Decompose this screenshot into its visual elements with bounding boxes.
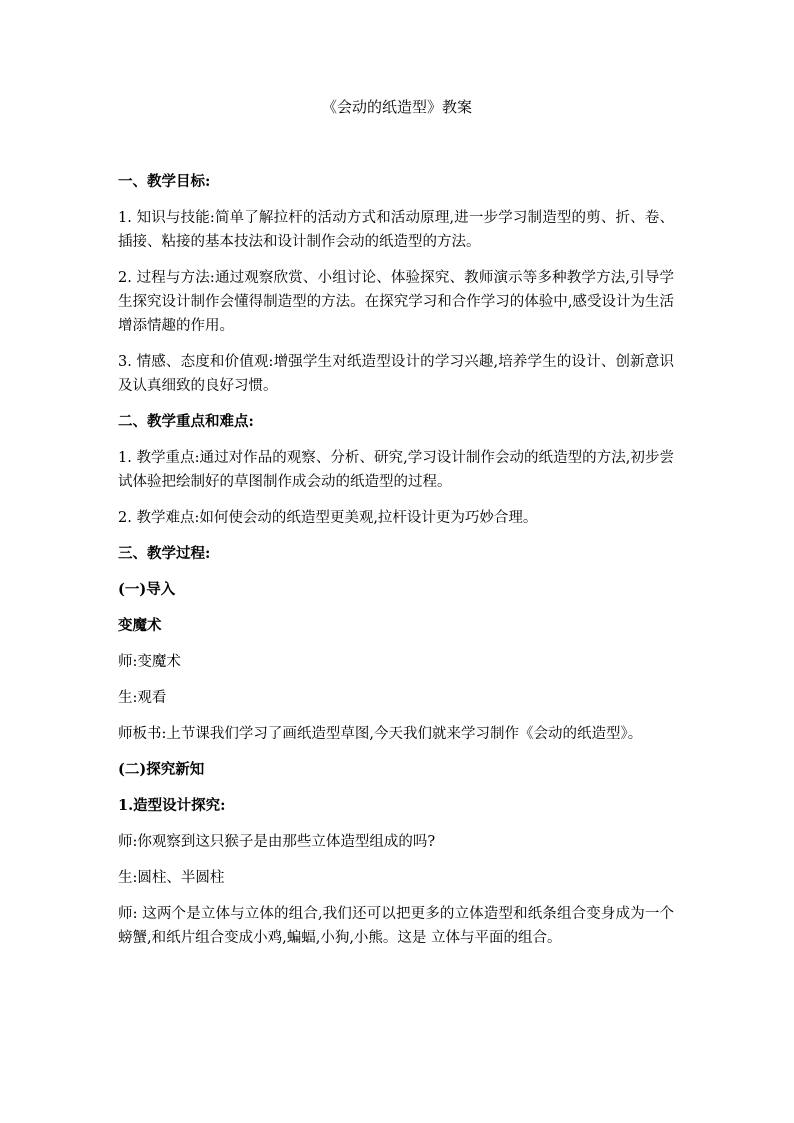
activity-heading-design: 1.造型设计探究: xyxy=(118,797,226,814)
goal-process-methods: 2. 过程与方法:通过观察欣赏、小组讨论、体验探究、教师演示等多种教学方法,引导学生探究设计制作会懂得制造型的方法。在探究学习和合作学习的体验中,感受设计为生活增添情趣的作用。 xyxy=(118,270,674,334)
subsection-heading-introduction: (一)导入 xyxy=(118,581,176,598)
student-line-watch: 生:观看 xyxy=(118,690,167,706)
student-answer: 生:圆柱、半圆柱 xyxy=(118,870,225,886)
document-title: 《会动的纸造型》教案 xyxy=(321,98,472,116)
section-heading-key-points: 二、教学重点和难点: xyxy=(118,413,254,430)
activity-heading-magic: 变魔术 xyxy=(118,617,162,634)
difficult-point: 2. 教学难点:如何使会动的纸造型更美观,拉杆设计更为巧妙合理。 xyxy=(118,510,538,526)
section-heading-goals: 一、教学目标: xyxy=(118,173,211,190)
key-point: 1. 教学重点:通过对作品的观察、分析、研究,学习设计制作会动的纸造型的方法,初步尝试体验把绘制好的草图制作成会动的纸造型的过程。 xyxy=(118,450,674,490)
subsection-heading-explore: (二)探究新知 xyxy=(118,761,205,778)
goal-knowledge-skills: 1. 知识与技能:简单了解拉杆的活动方式和活动原理,进一步学习制造型的剪、折、卷、插接、粘接的基本技法和设计制作会动的纸造型的方法。 xyxy=(118,210,674,250)
document-body xyxy=(118,170,674,962)
teacher-question: 师:你观察到这只猴子是由那些立体造型组成的吗? xyxy=(118,834,436,850)
teacher-explanation: 师: 这两个是立体与立体的组合,我们还可以把更多的立体造型和纸条组合变身成为一个螃蟹,和纸片组合变成小鸡,蝙蝠,小狗,小熊。这是 立体与平面的组合。 xyxy=(118,906,674,946)
teacher-board-note: 师板书:上节课我们学习了画纸造型草图,今天我们就来学习制作《会动的纸造型》。 xyxy=(118,726,643,742)
goal-attitude-values: 3. 情感、态度和价值观:增强学生对纸造型设计的学习兴趣,培养学生的设计、创新意识及认真细致的良好习惯。 xyxy=(118,354,674,394)
teacher-line-magic: 师:变魔术 xyxy=(118,654,181,670)
section-heading-process: 三、教学过程: xyxy=(118,545,211,562)
